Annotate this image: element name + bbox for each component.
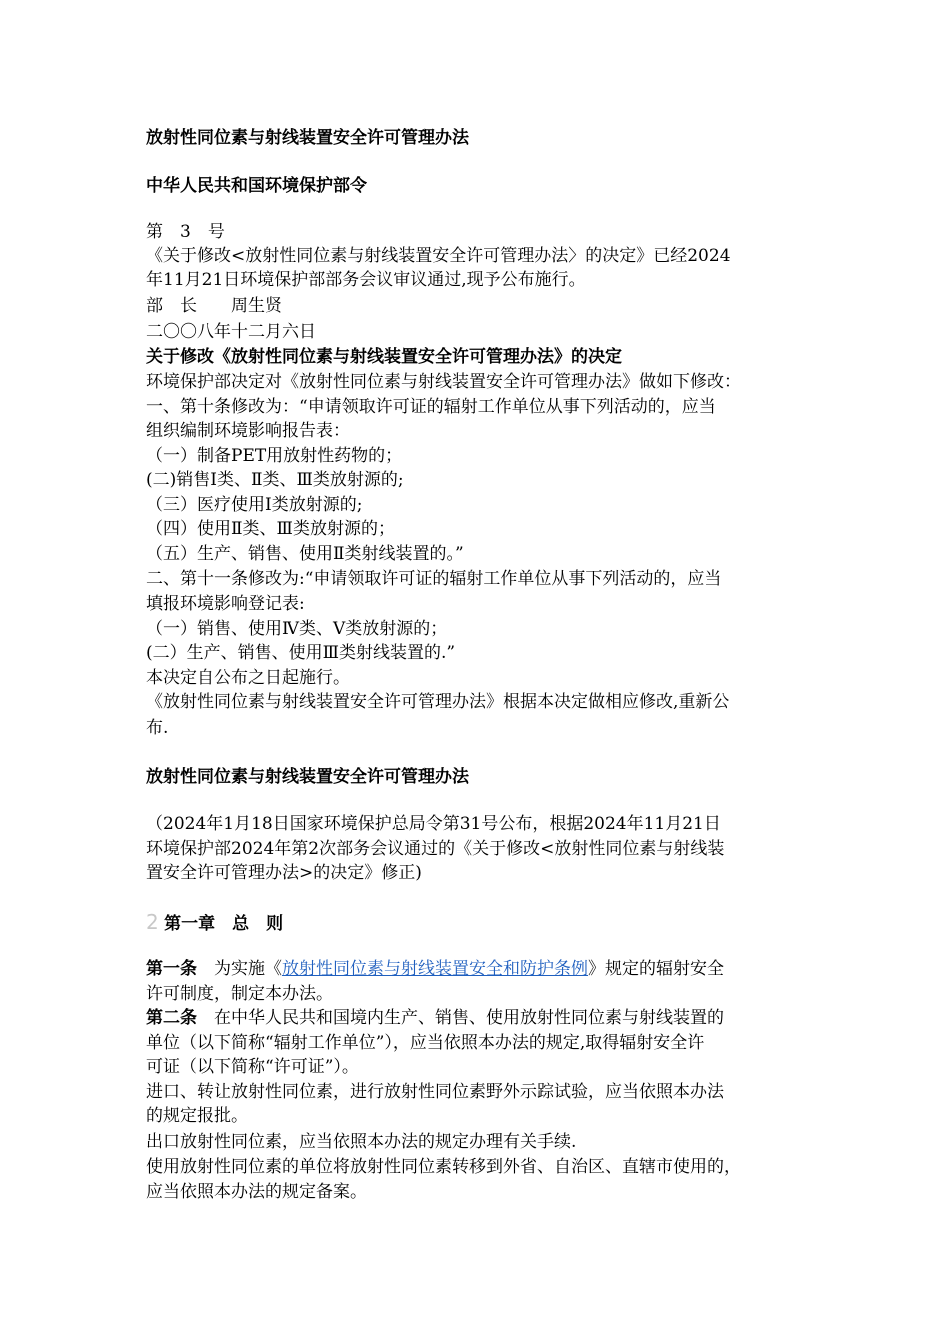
chapter-number: 2	[146, 910, 159, 934]
chapter-heading	[146, 910, 283, 936]
decision-line: (二)销售Ⅰ类、Ⅱ类、Ⅲ类放射源的;	[146, 470, 404, 490]
article-line: 可证（以下简称“许可证”）。	[146, 1057, 359, 1077]
decision-line: 组织编制环境影响报告表：	[146, 421, 350, 441]
paragraph-line: 进口、转让放射性同位素，进行放射性同位素野外示踪试验，应当依照本办法	[146, 1082, 724, 1102]
section-title: 放射性同位素与射线装置安全许可管理办法	[146, 767, 469, 787]
revision-note-line: 环境保护部2024年第2次部务会议通过的《关于修改<放射性同位素与射线装	[146, 839, 725, 859]
document-title: 放射性同位素与射线装置安全许可管理办法	[146, 128, 469, 148]
regulation-link[interactable]: 放射性同位素与射线装置安全和防护条例	[282, 959, 588, 979]
paragraph-line: 出口放射性同位素，应当依照本办法的规定办理有关手续.	[146, 1132, 577, 1152]
chapter-title: 第一章 总 则	[164, 914, 284, 934]
issue-date: 二〇〇八年十二月六日	[146, 322, 316, 342]
decision-line: 二、第十一条修改为:“申请领取许可证的辐射工作单位从事下列活动的，应当	[146, 569, 722, 589]
decision-line: 填报环境影响登记表:	[146, 594, 305, 614]
decision-line: （一）制备PET用放射性药物的；	[146, 446, 403, 466]
revision-note-line: （2024年1月18日国家环境保护总局令第31号公布，根据2024年11月21日	[146, 814, 721, 834]
issuer-heading: 中华人民共和国环境保护部令	[146, 176, 367, 196]
decision-line: 本决定自公布之日起施行。	[146, 668, 350, 688]
minister-signature: 部 长 周生贤	[146, 296, 282, 316]
article-text: 为实施《	[197, 959, 282, 979]
decision-line: （四）使用Ⅱ类、Ⅲ类放射源的；	[146, 519, 395, 539]
paragraph-line: 使用放射性同位素的单位将放射性同位素转移到外省、自治区、直辖市使用的，	[146, 1157, 741, 1177]
decision-line: 布.	[146, 718, 169, 738]
decision-line: 《放射性同位素与射线装置安全许可管理办法》根据本决定做相应修改,重新公	[146, 692, 730, 712]
article-label: 第一条	[146, 959, 197, 979]
decision-line: 一、第十条修改为：“申请领取许可证的辐射工作单位从事下列活动的，应当	[146, 397, 716, 417]
article-text: 在中华人民共和国境内生产、销售、使用放射性同位素与射线装置的	[197, 1008, 724, 1028]
article-label: 第二条	[146, 1008, 197, 1028]
decision-line: （三）医疗使用Ⅰ类放射源的;	[146, 495, 363, 515]
decision-line: 环境保护部决定对《放射性同位素与射线装置安全许可管理办法》做如下修改：	[146, 372, 741, 392]
article-text: 》规定的辐射安全	[588, 959, 724, 979]
intro-line: 《关于修改<放射性同位素与射线装置安全许可管理办法〉的决定》已经2024	[146, 246, 731, 266]
order-number: 第 3 号	[146, 222, 225, 242]
decision-line: （五）生产、销售、使用Ⅱ类射线装置的。”	[146, 544, 464, 564]
intro-line: 年11月21日环境保护部部务会议审议通过,现予公布施行。	[146, 270, 586, 290]
decision-line: （一）销售、使用Ⅳ类、Ⅴ类放射源的；	[146, 619, 448, 639]
article-line: 许可制度，制定本办法。	[146, 984, 333, 1004]
article-1	[146, 957, 724, 981]
article-line: 单位（以下简称“辐射工作单位”），应当依照本办法的规定,取得辐射安全许	[146, 1033, 705, 1053]
paragraph-line: 的规定报批。	[146, 1106, 248, 1126]
decision-title: 关于修改《放射性同位素与射线装置安全许可管理办法》的决定	[146, 347, 622, 367]
decision-line: (二）生产、销售、使用Ⅲ类射线装置的.”	[146, 643, 456, 663]
paragraph-line: 应当依照本办法的规定备案。	[146, 1182, 367, 1202]
article-2	[146, 1006, 724, 1030]
revision-note-line: 置安全许可管理办法>的决定》修正)	[146, 863, 422, 883]
